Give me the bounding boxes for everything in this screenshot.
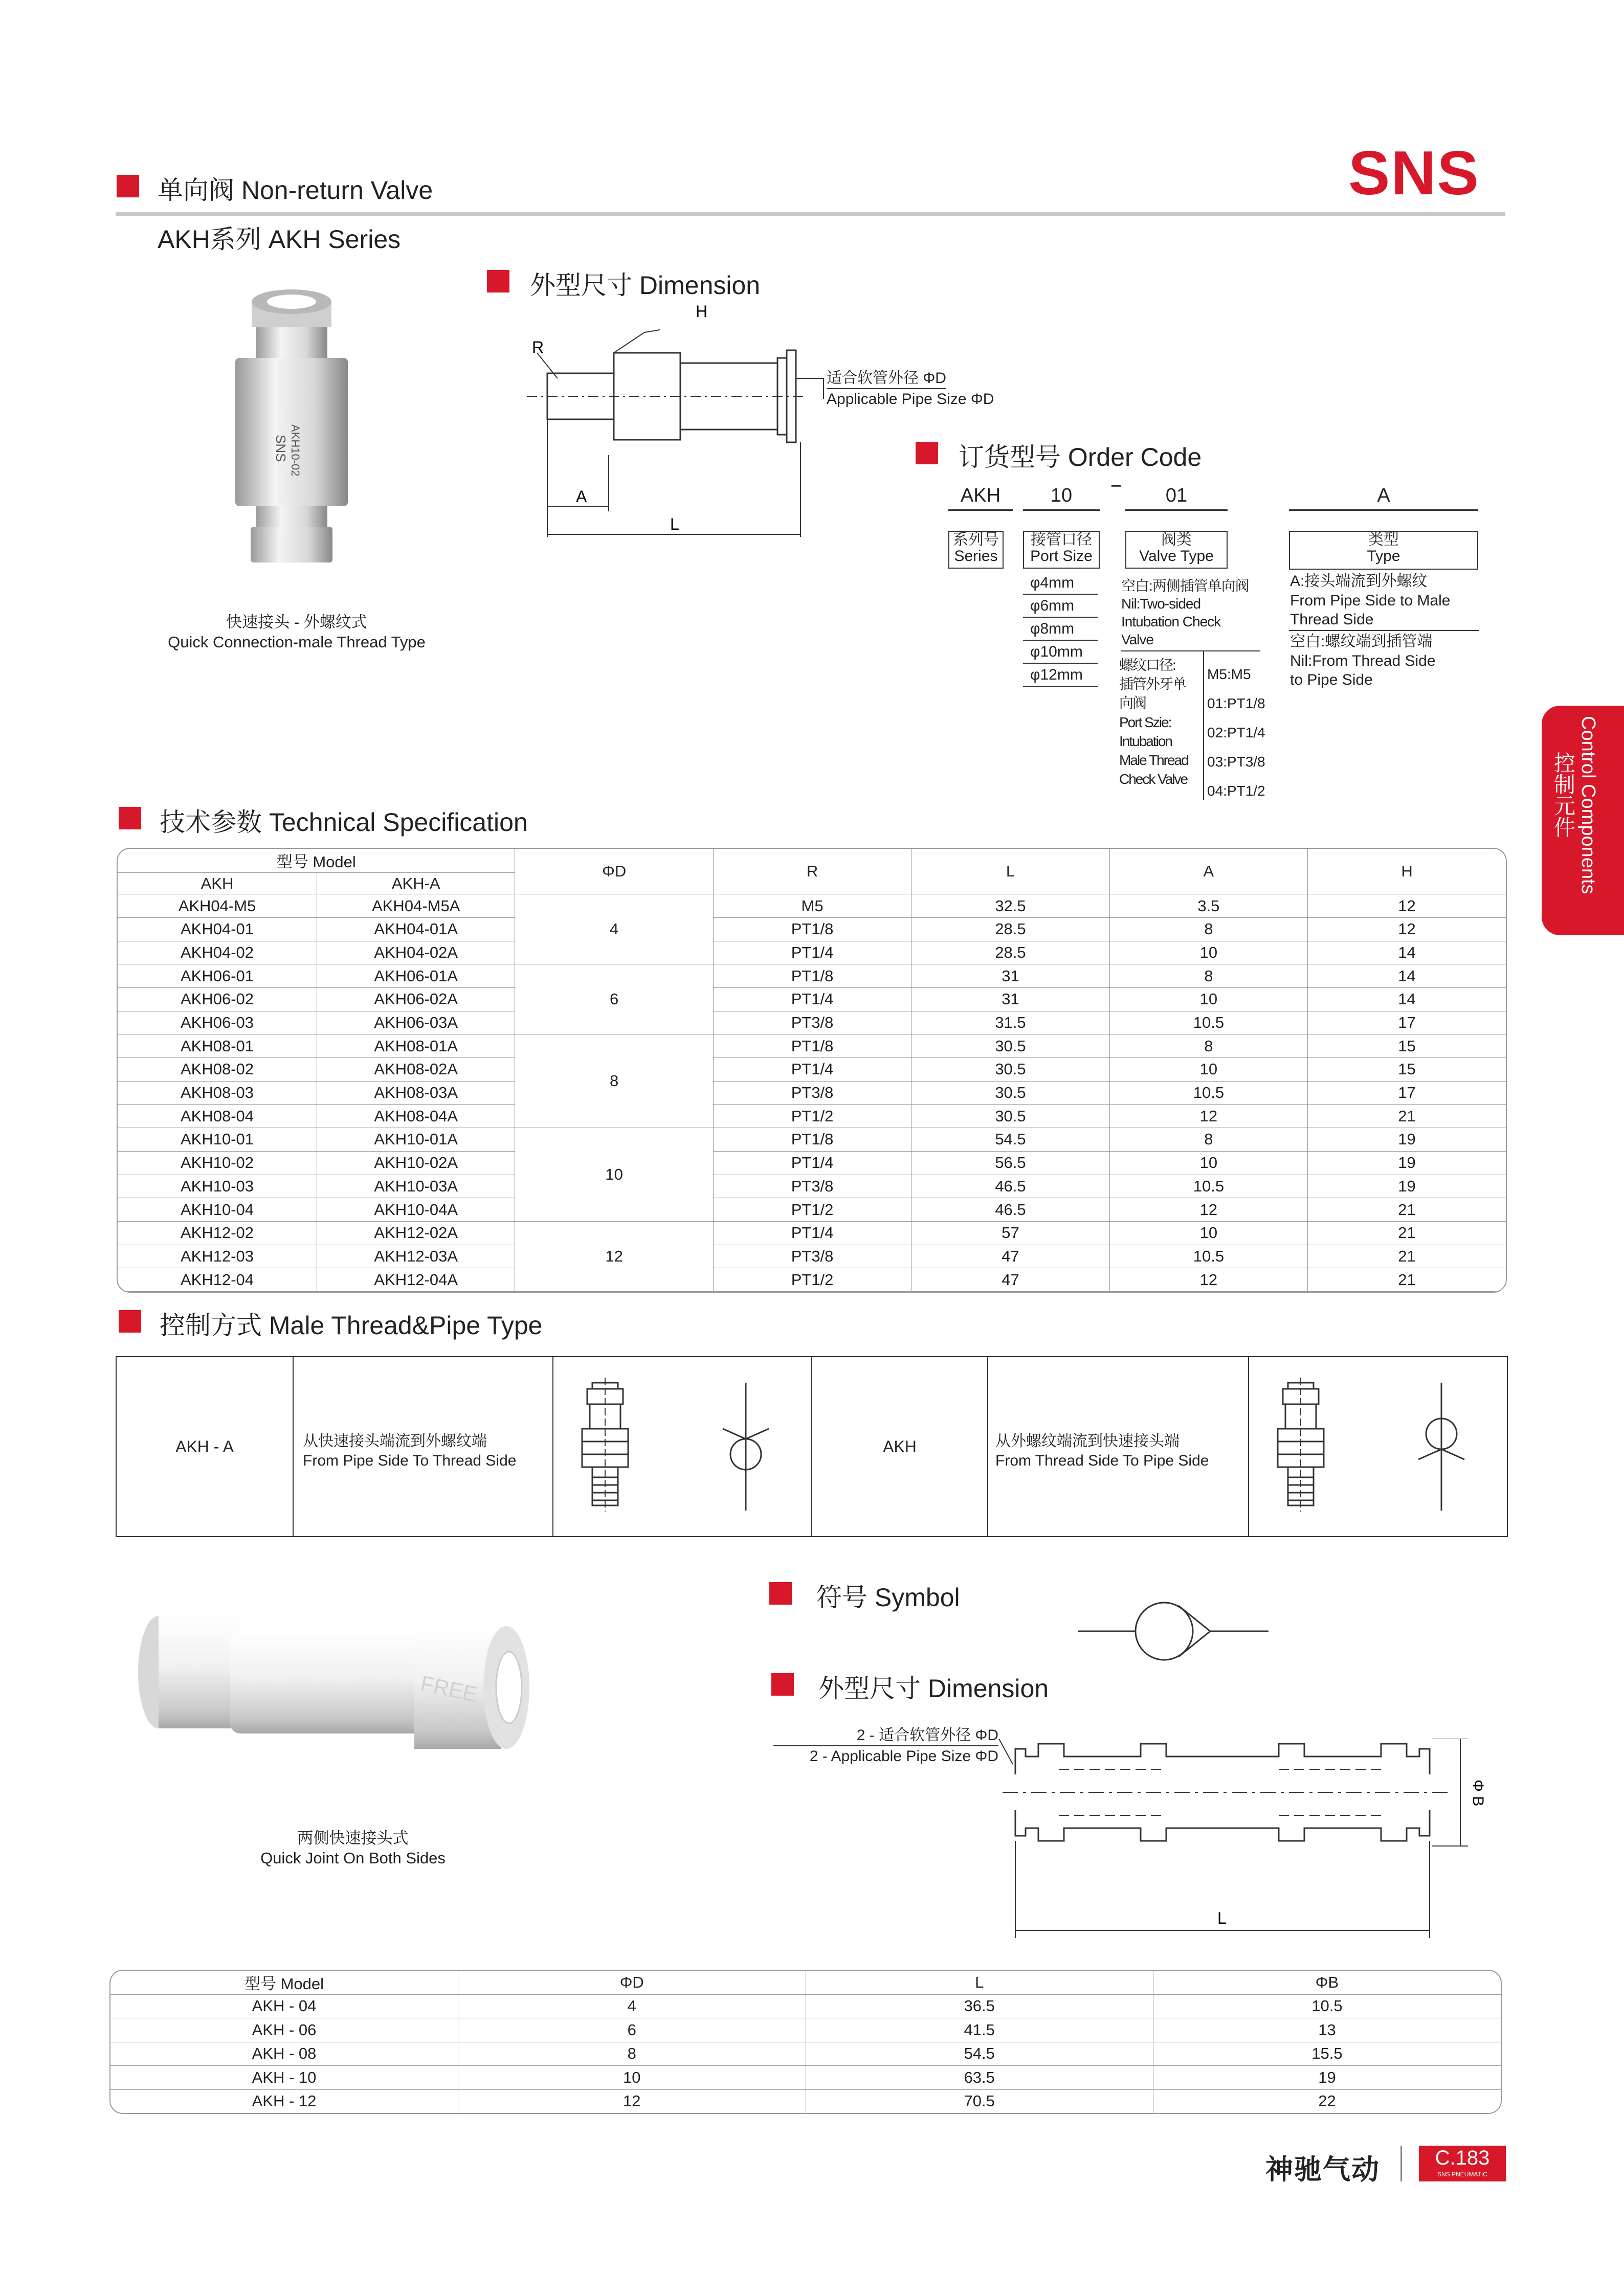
spec-cell: AKH06-02 xyxy=(118,988,317,1011)
t2-header-d: ΦD xyxy=(458,1971,806,1994)
spec-cell: AKH08-01 xyxy=(118,1034,317,1058)
order-code-bullet xyxy=(916,442,938,464)
spec-row xyxy=(118,1268,1506,1292)
spec-cell: PT1/2 xyxy=(713,1268,911,1292)
spec-cell: PT1/8 xyxy=(713,917,911,941)
oc-part-port: 10 xyxy=(1050,485,1073,506)
spec-row xyxy=(118,1245,1506,1268)
table2-row xyxy=(110,2018,1501,2042)
spec-cell: PT3/8 xyxy=(713,1081,911,1105)
side-tab-cn: 控制元件 xyxy=(1551,752,1575,838)
spec-cell: 21 xyxy=(1308,1221,1506,1245)
symbol-drawing xyxy=(1078,1594,1273,1666)
spec-cell: 10 xyxy=(1109,988,1307,1011)
dim1-label-l: L xyxy=(670,515,679,533)
spec-cell: 10.5 xyxy=(1109,1245,1307,1268)
spec-cell: AKH04-02 xyxy=(118,941,317,964)
tech-spec-table xyxy=(118,849,1506,1292)
spec-cell: AKH08-04 xyxy=(118,1105,317,1128)
oc-underline-series xyxy=(948,509,1013,511)
spec-cell: AKH06-01A xyxy=(317,964,515,988)
spec-cell: 8 xyxy=(1109,917,1307,941)
table2-cell: AKH - 12 xyxy=(110,2089,458,2113)
symbol-title: 符号 Symbol xyxy=(816,1583,960,1612)
col-header-a: A xyxy=(1109,849,1307,894)
spec-cell: 10.5 xyxy=(1109,1011,1307,1034)
spec-cell: 57 xyxy=(911,1221,1109,1245)
spec-cell: PT1/8 xyxy=(713,964,911,988)
spec-cell: AKH10-03A xyxy=(317,1175,515,1198)
spec-cell: 47 xyxy=(911,1268,1109,1292)
oc-type-divider xyxy=(1289,630,1479,631)
spec-cell: 28.5 xyxy=(911,941,1109,964)
table2-cell: 41.5 xyxy=(806,2018,1153,2042)
control-left-drawing xyxy=(577,1378,792,1521)
spec-d-cell: 10 xyxy=(515,1128,713,1222)
spec-cell: PT3/8 xyxy=(713,1175,911,1198)
oc-thread-desc-line: 螺纹口径: xyxy=(1119,657,1175,673)
spec-cell: 47 xyxy=(911,1245,1109,1268)
spec-cell: AKH12-04 xyxy=(118,1268,317,1292)
spec-cell: 10 xyxy=(1109,941,1307,964)
spec-cell: AKH06-03A xyxy=(317,1011,515,1034)
product2-caption xyxy=(169,1829,537,1869)
oc-thread-vline xyxy=(1203,651,1204,800)
spec-cell: PT1/4 xyxy=(713,988,911,1011)
table2-cell: 36.5 xyxy=(806,1994,1153,2018)
oc-type-blank-en: Nil:From Thread Side xyxy=(1290,652,1436,669)
col-header-r: R xyxy=(713,849,911,894)
oc-part-type: A xyxy=(1377,485,1390,506)
spec-cell: 46.5 xyxy=(911,1175,1109,1198)
dim2-pipe-label xyxy=(773,1725,998,1766)
col-header-model: 型号 Model xyxy=(118,849,515,872)
side-tab[interactable] xyxy=(1542,706,1624,935)
spec-cell: AKH08-03 xyxy=(118,1081,317,1105)
spec-cell: 12 xyxy=(1308,917,1506,941)
oc-type-a-en: From Pipe Side to Male xyxy=(1290,592,1451,609)
spec-row xyxy=(118,964,1506,988)
product1-label-cn: 快速接头 - 外螺纹式 xyxy=(226,613,367,631)
spec-d-cell: 12 xyxy=(515,1221,713,1291)
oc-series-cn: 系列号 xyxy=(953,531,999,548)
footer-page-badge xyxy=(1419,2146,1506,2181)
control-left-en: From Pipe Side To Thread Side xyxy=(303,1452,517,1469)
spec-d-cell: 6 xyxy=(515,964,713,1034)
oc-thread-code: 03:PT3/8 xyxy=(1207,754,1265,770)
spec-row xyxy=(118,1081,1506,1105)
spec-row xyxy=(118,1058,1506,1082)
product1-body-text: SNS xyxy=(273,435,288,462)
oc-series-en: Series xyxy=(954,547,998,565)
spec-cell: 21 xyxy=(1308,1198,1506,1222)
spec-cell: 8 xyxy=(1109,1128,1307,1152)
control-left-desc xyxy=(303,1432,553,1470)
oc-valve-blank-en: Intubation Check xyxy=(1121,614,1221,629)
dim1-pipe-en: Applicable Pipe Size ΦD xyxy=(827,391,994,408)
oc-thread-code: 01:PT1/8 xyxy=(1207,695,1265,711)
spec-cell: 10.5 xyxy=(1109,1081,1307,1105)
spec-cell: 19 xyxy=(1308,1128,1506,1152)
oc-thread-code: 02:PT1/4 xyxy=(1207,725,1265,740)
spec-row xyxy=(118,1175,1506,1198)
dim2-label-l: L xyxy=(1217,1909,1227,1927)
spec-cell: AKH12-04A xyxy=(317,1268,515,1292)
spec-row xyxy=(118,1221,1506,1245)
spec-cell: 56.5 xyxy=(911,1151,1109,1175)
t2-header-l: L xyxy=(806,1971,1153,1994)
table2-cell: 63.5 xyxy=(806,2066,1153,2090)
control-right-cn: 从外螺纹端流到快速接头端 xyxy=(995,1433,1180,1450)
table2-cell: 10.5 xyxy=(1153,1994,1501,2018)
footer-page: C.183 xyxy=(1435,2147,1490,2169)
spec-row xyxy=(118,894,1506,918)
oc-thread-desc-line: Intubation xyxy=(1119,733,1172,749)
control-right-desc xyxy=(995,1432,1251,1470)
spec-cell: 17 xyxy=(1308,1081,1506,1105)
oc-thread-desc-line: 向阀 xyxy=(1119,695,1146,711)
spec-cell: 10 xyxy=(1109,1151,1307,1175)
oc-thread-codes xyxy=(1207,660,1263,805)
spec-cell: AKH10-04A xyxy=(317,1198,515,1222)
spec-cell: 54.5 xyxy=(911,1128,1109,1152)
oc-type-cn: 类型 xyxy=(1368,531,1399,548)
spec-cell: 30.5 xyxy=(911,1105,1109,1128)
product1-body-model: AKH10-02 xyxy=(289,424,302,477)
oc-series-box xyxy=(948,531,1004,569)
spec-cell: PT1/4 xyxy=(713,1221,911,1245)
spec-cell: 15 xyxy=(1308,1058,1506,1082)
table2-cell: AKH - 10 xyxy=(110,2066,458,2090)
spec-cell: 28.5 xyxy=(911,917,1109,941)
oc-valve-blank-en: Valve xyxy=(1121,632,1153,647)
spec-cell: AKH12-03 xyxy=(118,1245,317,1268)
spec-cell: PT3/8 xyxy=(713,1245,911,1268)
dim1-pipe-label xyxy=(827,368,994,409)
spec-cell: PT1/8 xyxy=(713,1128,911,1152)
oc-valve-en: Valve Type xyxy=(1139,547,1214,565)
spec-cell: AKH04-01A xyxy=(317,917,515,941)
spec-row xyxy=(118,1151,1506,1175)
spec-cell: PT1/4 xyxy=(713,1058,911,1082)
oc-port-cn: 接管口径 xyxy=(1031,531,1092,548)
control-bullet xyxy=(119,1310,141,1333)
oc-part-series: AKH xyxy=(960,485,1001,506)
table2-row xyxy=(110,2089,1501,2113)
spec-row xyxy=(118,1011,1506,1034)
dimension2-title: 外型尺寸 Dimension xyxy=(818,1674,1049,1703)
spec-cell: M5 xyxy=(713,894,911,918)
oc-port-list xyxy=(1023,572,1098,687)
brand-logo: SNS xyxy=(1348,138,1480,208)
table2-cell: 19 xyxy=(1153,2066,1501,2090)
table2-cell: 54.5 xyxy=(806,2042,1153,2066)
spec-cell: AKH04-02A xyxy=(317,941,515,964)
table2-cell: 13 xyxy=(1153,2018,1501,2042)
dim2-pipe-en: 2 - Applicable Pipe Size ΦD xyxy=(773,1745,998,1766)
oc-port-item: φ8mm xyxy=(1023,618,1098,641)
spec-cell: AKH06-03 xyxy=(118,1011,317,1034)
oc-underline-type xyxy=(1289,509,1478,511)
spec-cell: 19 xyxy=(1308,1175,1506,1198)
oc-type-blank xyxy=(1290,632,1479,690)
spec-cell: 8 xyxy=(1109,1034,1307,1058)
spec-cell: PT1/4 xyxy=(713,1151,911,1175)
spec-cell: AKH08-02 xyxy=(118,1058,317,1082)
spec-cell: AKH08-04A xyxy=(317,1105,515,1128)
oc-underline-valve xyxy=(1125,509,1228,511)
spec-cell: 8 xyxy=(1109,964,1307,988)
oc-port-en: Port Size xyxy=(1030,547,1093,565)
oc-part-valve: 01 xyxy=(1165,485,1188,506)
oc-valve-cn: 阀类 xyxy=(1161,531,1192,548)
oc-type-a-cn: A:接头端流到外螺纹 xyxy=(1290,573,1428,590)
col-header-h: H xyxy=(1308,849,1506,894)
side-tab-en: Control Components xyxy=(1577,716,1599,894)
spec-cell: 10 xyxy=(1109,1058,1307,1082)
footer-divider xyxy=(1400,2146,1402,2181)
spec-cell: PT3/8 xyxy=(713,1011,911,1034)
dim1-pipe-cn: 适合软管外径 ΦD xyxy=(827,368,946,389)
spec-cell: 15 xyxy=(1308,1034,1506,1058)
oc-type-blank-cn: 空白:螺纹端到插管端 xyxy=(1290,633,1433,650)
spec-cell: 14 xyxy=(1308,988,1506,1011)
table2-cell: 12 xyxy=(458,2089,806,2113)
spec-cell: 31 xyxy=(911,988,1109,1011)
spec-row xyxy=(118,1198,1506,1222)
t2-header-b: ΦB xyxy=(1153,1971,1501,1994)
control-table xyxy=(116,1356,1508,1537)
table2-cell: 10 xyxy=(458,2066,806,2090)
table2-cell: AKH - 06 xyxy=(110,2018,458,2042)
oc-type-box xyxy=(1289,531,1478,570)
spec-cell: 12 xyxy=(1109,1268,1307,1292)
spec-cell: AKH10-02A xyxy=(317,1151,515,1175)
oc-thread-desc-line: 插管外牙单 xyxy=(1119,676,1186,692)
col-header-akh: AKH xyxy=(118,872,317,894)
oc-thread-code: M5:M5 xyxy=(1207,666,1251,682)
product1-caption xyxy=(113,613,481,652)
spec-cell: 31 xyxy=(911,964,1109,988)
header-rule xyxy=(116,212,1505,216)
spec-cell: AKH10-01A xyxy=(317,1128,515,1152)
spec-cell: 3.5 xyxy=(1109,894,1307,918)
spec-cell: 32.5 xyxy=(911,894,1109,918)
table2-cell: AKH - 04 xyxy=(110,1994,458,2018)
table2-cell: 8 xyxy=(458,2042,806,2066)
spec-cell: AKH10-04 xyxy=(118,1198,317,1222)
spec-cell: AKH04-M5A xyxy=(317,894,515,918)
oc-port-box xyxy=(1023,531,1100,569)
page-title: 单向阀 Non-return Valve xyxy=(158,176,433,205)
spec-cell: AKH06-02A xyxy=(317,988,515,1011)
oc-valve-divider xyxy=(1121,650,1260,651)
spec-cell: 19 xyxy=(1308,1151,1506,1175)
spec-row xyxy=(118,1128,1506,1152)
title-bullet xyxy=(117,175,139,197)
oc-valve-blank-cn: 空白:两侧插管单向阀 xyxy=(1121,578,1249,594)
oc-port-item: φ10mm xyxy=(1023,641,1098,664)
spec-cell: AKH10-01 xyxy=(118,1128,317,1152)
oc-thread-desc-line: Port Szie: xyxy=(1119,714,1171,730)
spec-cell: PT1/2 xyxy=(713,1105,911,1128)
oc-port-item: φ6mm xyxy=(1023,595,1098,618)
oc-thread-desc-line: Male Thread xyxy=(1119,752,1188,769)
spec-cell: AKH08-01A xyxy=(317,1034,515,1058)
footer-company: 神驰气动 xyxy=(1265,2154,1380,2185)
spec-cell: 14 xyxy=(1308,941,1506,964)
table2-cell: AKH - 08 xyxy=(110,2042,458,2066)
oc-type-a-en: Thread Side xyxy=(1290,611,1374,628)
col-header-l: L xyxy=(911,849,1109,894)
oc-thread-desc xyxy=(1119,656,1201,789)
spec-row xyxy=(118,1034,1506,1058)
oc-port-item: φ4mm xyxy=(1023,572,1098,595)
oc-underline-port xyxy=(1023,509,1100,511)
oc-port-item: φ12mm xyxy=(1023,664,1098,687)
spec-cell: AKH08-02A xyxy=(317,1058,515,1082)
spec-row xyxy=(118,917,1506,941)
spec-cell: 30.5 xyxy=(911,1034,1109,1058)
spec-cell: PT1/2 xyxy=(713,1198,911,1222)
spec-cell: 30.5 xyxy=(911,1058,1109,1082)
dimension1-bullet xyxy=(487,270,509,292)
control-title: 控制方式 Male Thread&Pipe Type xyxy=(160,1311,543,1340)
spec-cell: 21 xyxy=(1308,1245,1506,1268)
dim1-label-a: A xyxy=(576,487,587,506)
dim1-label-h: H xyxy=(696,302,708,321)
dimension2-drawing xyxy=(997,1739,1509,1953)
spec-cell: 46.5 xyxy=(911,1198,1109,1222)
tech-spec-bullet xyxy=(119,807,141,829)
spec-cell: 30.5 xyxy=(911,1081,1109,1105)
table2-cell: 4 xyxy=(458,1994,806,2018)
dim2-label-b: Φ B xyxy=(1470,1780,1486,1807)
spec-cell: 21 xyxy=(1308,1105,1506,1128)
spec-cell: AKH12-02 xyxy=(118,1221,317,1245)
product2-body-text: FREE xyxy=(418,1671,480,1707)
control-right-model: AKH xyxy=(883,1437,917,1456)
oc-thread-desc-line: Check Valve xyxy=(1119,771,1188,787)
order-code-title: 订货型号 Order Code xyxy=(959,443,1202,471)
table2-cell: 15.5 xyxy=(1153,2042,1501,2066)
oc-valve-box xyxy=(1125,531,1228,569)
spec-cell: 12 xyxy=(1109,1105,1307,1128)
spec-cell: 21 xyxy=(1308,1268,1506,1292)
symbol-bullet xyxy=(769,1582,792,1605)
spec-d-cell: 8 xyxy=(515,1034,713,1128)
spec-cell: 12 xyxy=(1109,1198,1307,1222)
table2-cell: 22 xyxy=(1153,2089,1501,2113)
col-header-d: ΦD xyxy=(515,849,713,894)
oc-thread-code: 04:PT1/2 xyxy=(1207,783,1265,799)
oc-type-blank-en: to Pipe Side xyxy=(1290,671,1373,688)
spec-cell: PT1/8 xyxy=(713,1034,911,1058)
spec-cell: AKH12-02A xyxy=(317,1221,515,1245)
spec-cell: AKH12-03A xyxy=(317,1245,515,1268)
control-right-en: From Thread Side To Pipe Side xyxy=(995,1452,1209,1469)
dimension1-title: 外型尺寸 Dimension xyxy=(530,271,761,300)
product2-label-cn: 两侧快速接头式 xyxy=(297,1829,409,1847)
spec-cell: 10 xyxy=(1109,1221,1307,1245)
tech-spec-title: 技术参数 Technical Specification xyxy=(160,808,528,837)
table2-cell: 70.5 xyxy=(806,2089,1153,2113)
col-header-akh-a: AKH-A xyxy=(317,872,515,894)
product1-image xyxy=(215,286,368,573)
control-right-drawing xyxy=(1273,1378,1487,1521)
spec-cell: AKH10-02 xyxy=(118,1151,317,1175)
table2-cell: 6 xyxy=(458,2018,806,2042)
spec-cell: AKH04-01 xyxy=(118,917,317,941)
control-left-model: AKH - A xyxy=(175,1437,234,1456)
spec-d-cell: 4 xyxy=(515,894,713,964)
product2-label-en: Quick Joint On Both Sides xyxy=(260,1849,446,1867)
spec-cell: AKH06-01 xyxy=(118,964,317,988)
oc-part-dash: − xyxy=(1110,476,1122,497)
table2-row xyxy=(110,2066,1501,2090)
dim2-pipe-cn: 2 - 适合软管外径 ΦD xyxy=(856,1727,998,1744)
product2-image xyxy=(128,1590,558,1764)
table2 xyxy=(110,1971,1501,2113)
spec-cell: 17 xyxy=(1308,1011,1506,1034)
table2-row xyxy=(110,2042,1501,2066)
spec-cell: 12 xyxy=(1308,894,1506,918)
t2-header-model: 型号 Model xyxy=(110,1971,458,1994)
spec-row xyxy=(118,1105,1506,1128)
dim1-label-r: R xyxy=(532,338,544,356)
spec-row xyxy=(118,988,1506,1011)
dimension2-bullet xyxy=(771,1673,794,1696)
tech-spec-table-wrap xyxy=(117,848,1507,1293)
oc-type-en: Type xyxy=(1367,547,1400,565)
spec-cell: AKH04-M5 xyxy=(118,894,317,918)
oc-valve-blank-en: Nil:Two-sided xyxy=(1121,596,1201,612)
spec-cell: 10.5 xyxy=(1109,1175,1307,1198)
page-subtitle: AKH系列 AKH Series xyxy=(158,225,401,254)
footer-page-sub: SNS PNEUMATIC xyxy=(1437,2171,1487,2178)
spec-cell: 31.5 xyxy=(911,1011,1109,1034)
spec-row xyxy=(118,941,1506,964)
spec-cell: 14 xyxy=(1308,964,1506,988)
spec-cell: AKH10-03 xyxy=(118,1175,317,1198)
product1-label-en: Quick Connection-male Thread Type xyxy=(168,633,426,651)
oc-type-a xyxy=(1290,572,1479,629)
control-left-cn: 从快速接头端流到外螺纹端 xyxy=(303,1433,487,1450)
spec-cell: PT1/4 xyxy=(713,941,911,964)
oc-valve-blank xyxy=(1121,577,1259,648)
table2-wrap xyxy=(109,1970,1502,2114)
spec-cell: AKH08-03A xyxy=(317,1081,515,1105)
table2-row xyxy=(110,1994,1501,2018)
